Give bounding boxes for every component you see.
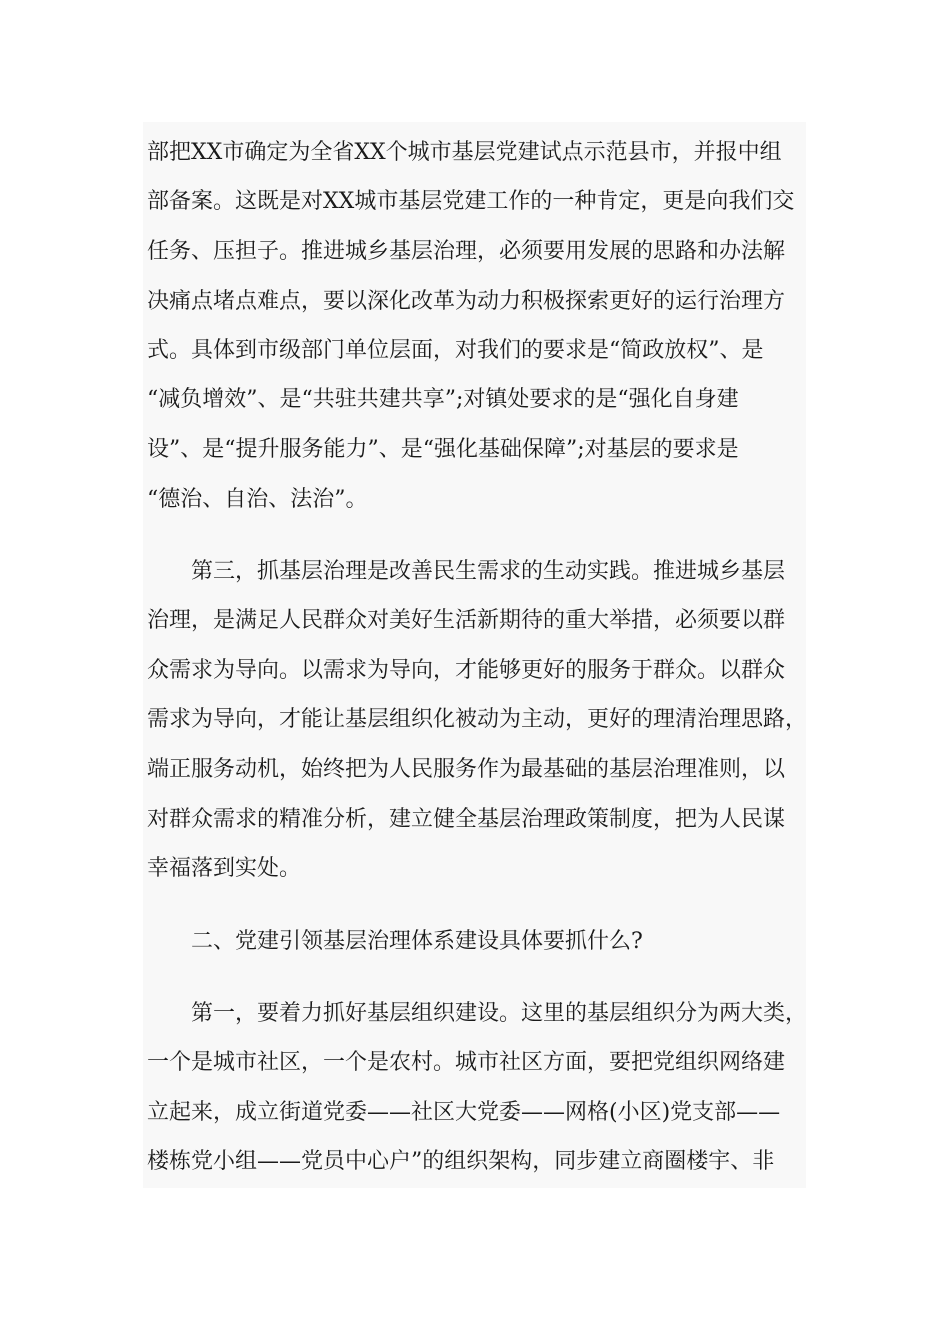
text-line: 幸福落到实处。 [147, 856, 302, 881]
text-line: 治理，是满足人民群众对美好生活新期待的重大举措，必须要以群 [147, 608, 786, 633]
text-line: 众需求为导向。以需求为导向，才能够更好的服务于群众。以群众 [147, 658, 786, 683]
text-line: 设”、是“提升服务能力”、是“强化基础保障”;对基层的要求是 [147, 437, 739, 462]
text-line: 需求为导向，才能让基层组织化被动为主动，更好的理清治理思路， [147, 707, 808, 732]
text-line: 一个是城市社区，一个是农村。城市社区方面，要把党组织网络建 [147, 1050, 786, 1075]
text-line: 立起来，成立街道党委——社区大党委——网格(小区)党支部—— [147, 1100, 781, 1125]
paragraph-start: 第一，要着力抓好基层组织建设。这里的基层组织分为两大类， [191, 1001, 808, 1026]
section-heading: 二、党建引领基层治理体系建设具体要抓什么? [191, 929, 643, 954]
text-line: 楼栋党小组——党员中心户”的组织架构，同步建立商圈楼宇、非 [147, 1149, 775, 1174]
text-line: “减负增效”、是“共驻共建共享”;对镇处要求的是“强化自身建 [147, 387, 739, 412]
text-line: 部把XX市确定为全省XX个城市基层党建试点示范县市，并报中组 [147, 140, 782, 165]
text-line: 端正服务动机，始终把为人民服务作为最基础的基层治理准则，以 [147, 757, 786, 782]
text-line: 对群众需求的精准分析，建立健全基层治理政策制度，把为人民谋 [147, 807, 786, 832]
paragraph-start: 第三，抓基层治理是改善民生需求的生动实践。推进城乡基层 [191, 559, 786, 584]
text-line: 部备案。这既是对XX城市基层党建工作的一种肯定，更是向我们交 [147, 189, 795, 214]
text-line: 决痛点堵点难点，要以深化改革为动力积极探索更好的运行治理方 [147, 289, 786, 314]
text-line: “德治、自治、法治”。 [147, 487, 368, 512]
text-line: 任务、压担子。推进城乡基层治理，必须要用发展的思路和办法解 [147, 239, 786, 264]
text-line: 式。具体到市级部门单位层面，对我们的要求是“简政放权”、是 [147, 338, 764, 363]
